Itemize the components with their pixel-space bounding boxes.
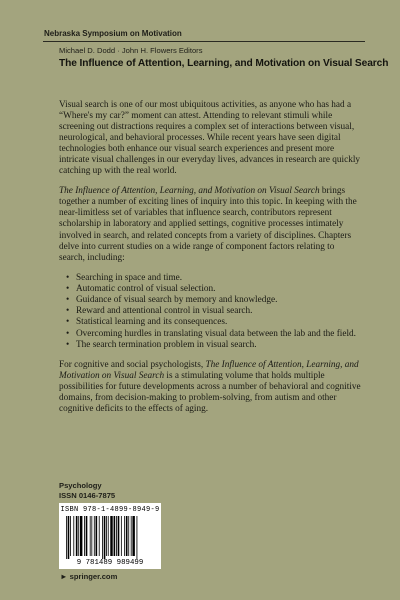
topic-item: • Automatic control of visual selection. — [67, 284, 361, 295]
title-italic: The Influence of Attention, Learning, and Motivation on Visual Search — [59, 360, 359, 382]
subject-block — [59, 481, 115, 501]
publisher-url: springer.com — [69, 572, 118, 581]
issn: ISSN 0146-7875 — [59, 491, 116, 500]
topic-item: • Searching in space and time. — [67, 273, 361, 284]
header-rule — [43, 41, 365, 42]
blurb-paragraph-1: Visual search is one of our most ubiquitous activities, as anyone who has had a “Where's my car?” moment can attest. Attending to relevant stimuli while screening out distractions requires a complex set of interactions between visual, neurological, and behavioral processes. While recent years have seen digital technologies both enhance our visual search experiences and present more intricate visual challenges in our everyday lives, advances in research are quickly catching up with the real world. — [59, 100, 361, 177]
paragraph-2-text: brings together a number of exciting lines of inquiry into this topic. In keeping with the near-limitless set of variables that influence search, contributors represent scholarship in laboratory and applied settings, cognitive processes intimately involved in search, and related concepts from a variety of disciplines. Chapters delve into current studies on a wide range of component factors relating to search, including: — [59, 186, 357, 263]
barcode-bars — [66, 516, 158, 559]
barcode-digits: 9 781489 989499 — [76, 559, 144, 567]
blurb — [59, 100, 361, 424]
topic-item: • Reward and attentional control in visual search. — [67, 306, 361, 317]
topic-item: • Statistical learning and its consequences. — [67, 317, 361, 328]
blurb-paragraph-3 — [59, 360, 361, 415]
publisher-link[interactable]: ► springer.com — [60, 572, 118, 581]
title-italic: The Influence of Attention, Learning, and Motivation on Visual Search — [59, 186, 320, 197]
subject-label: Psychology — [59, 481, 102, 490]
isbn-label: ISBN 978-1-4899-8949-9 — [60, 506, 160, 514]
blurb-paragraph-2 — [59, 186, 361, 263]
topic-list — [59, 273, 361, 351]
topic-item: • The search termination problem in visual search. — [67, 340, 361, 351]
editors: Michael D. Dodd · John H. Flowers Editors — [59, 46, 203, 55]
topic-item: • Guidance of visual search by memory and knowledge. — [67, 295, 361, 306]
barcode — [59, 503, 161, 569]
topic-item: • Overcoming hurdles in translating visual data between the lab and the field. — [67, 329, 361, 340]
book-title: The Influence of Attention, Learning, and Motivation on Visual Search — [59, 58, 389, 69]
paragraph-3-text: is a stimulating volume that holds multiple possibilities for future developments across a number of behavioral and cognitive domains, from decision-making to problem-solving, from autism and other cognitive deficits to the effects of aging. — [59, 371, 361, 415]
series-title: Nebraska Symposium on Motivation — [44, 29, 182, 38]
paragraph-3-start: For cognitive and social psychologists, — [59, 360, 206, 371]
